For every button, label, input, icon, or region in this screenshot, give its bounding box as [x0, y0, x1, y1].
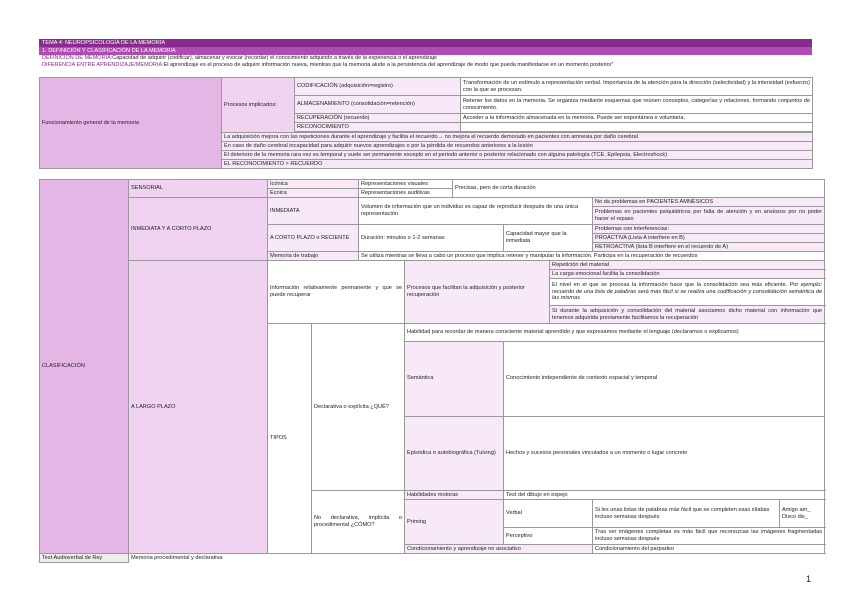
verbal-desc: Si les unas listas de palabras más fácil que se completen esas sílabas incluso semanas después — [593, 500, 780, 528]
habilidades-desc: Test del dibujo en espejo — [504, 491, 825, 500]
iconica-desc: Representaciones visuales — [359, 180, 453, 189]
largo-plazo-label: A LARGO PLAZO — [129, 261, 268, 554]
priming-label: Priming — [405, 500, 504, 545]
cp-note: PROACTIVA (Lista A interfiere en B) — [593, 234, 825, 243]
verbal-example-1: Amigo am_ — [782, 506, 811, 513]
corto-plazo-reciente-label: A CORTO PLAZO o RECIENTE — [268, 225, 359, 252]
test-label: Test Audioverbal de Rey — [40, 554, 129, 563]
process-desc — [461, 123, 813, 132]
verbal-label: Verbal — [504, 500, 593, 528]
episodica-label: Episódica o autobiográfica (Tulving) — [405, 416, 504, 491]
process-desc: Acceder a la información almacenada en la memoria. Puede ser espontánea o voluntaria. — [461, 114, 813, 123]
cp-duracion: Duración: minutos o 1-2 semanas — [359, 225, 504, 252]
sensorial-label: SENSORIAL — [129, 180, 268, 198]
clasificacion-label: CLASIFICACIÓN — [40, 180, 129, 554]
largo-proceso-item: Repetición del material — [550, 261, 825, 270]
topic-header: TEMA 4: NEUROPSICOLOGÍA DE LA MEMORIA — [39, 39, 812, 47]
process-name: RECUPERACIÓN (recuerdo) — [295, 114, 461, 123]
largo-proceso-item — [550, 279, 825, 306]
process-name: RECONOCIMIENTO — [295, 123, 461, 132]
episodica-desc: Hechos y sucesos personales vinculados a un momento o lugar concreto — [504, 416, 825, 491]
process-name: CODIFICACIÓN (adquisición=registro) — [295, 78, 461, 96]
perceptivo-label: Perceptivo — [504, 528, 593, 545]
largo-info: Información relativamente permanente y que se puede recuperar — [268, 261, 405, 324]
process-name: ALMACENAMIENTO (consolidación=retención) — [295, 96, 461, 114]
semantica-desc: Conocimiento independiente de contexto espacial y temporal — [504, 342, 825, 417]
largo-proceso-item: La carga emocional facilita la consolidación — [550, 270, 825, 279]
cp-capacidad: Capacidad mayor que la inmediata — [504, 225, 593, 252]
funcionamiento-label: Funcionamiento general de la memoria — [40, 78, 222, 169]
declarativa-desc: Habilidad para recordar de manera consciente material aprendido y que expresamos mediante el lenguaje (declaramos o explicamos) — [405, 324, 825, 342]
difference-text: El aprendizaje es el proceso de adquirir información nueva, mientras que la memoria alude a la persistencia del aprendizaje de modo que pueda manifestarse en un momento posterior” — [163, 62, 614, 68]
procesos-label: Procesos implicados: — [222, 78, 295, 133]
page-number: 1 — [806, 574, 812, 584]
declarativa-label: Declarativa o explícita ¿QUÉ? — [312, 324, 405, 491]
process-desc: Transformación de un estímulo a representación verbal. Importancia de la atención para la dirección (selectividad) y la intensidad (esfuerzo) con la que se procesan. — [461, 78, 813, 96]
verbal-example — [780, 500, 825, 528]
largo-proceso-item: Si durante la adquisición y consolidación del material asociamos dicho material con información que tenemos adquirida previamente facilitamos la recuperación — [550, 306, 825, 324]
iconica-label: Icónica — [268, 180, 359, 189]
corto-plazo-label: INMEDIATA Y A CORTO PLAZO — [129, 198, 268, 261]
cp-note: Problemas con interferencias: — [593, 225, 825, 234]
test-value: Memoria procedimental y declarativa — [129, 554, 825, 563]
no-declarativa-label: No declarativa, implícita o procedimental ¿CÓMO? — [312, 491, 405, 554]
nivel-procesamiento-text: El nivel en el que se procesa la información hace que la consolidación sea más eficiente. — [552, 282, 788, 289]
note-row: En caso de daño cerebral incapacidad para adquirir nuevos aprendizajes o por la pérdida de recuerdos anteriores a la lesión — [222, 142, 813, 151]
definition-label: DEFINICIÓN DE MEMORIA: — [42, 55, 113, 61]
inmediata-note: Problemas en pacientes psiquiátricos por falta de atención y en ansiosos por no poder hacer el repaso — [593, 207, 825, 225]
note-row: La adquisición mejora con las repeticiones durante el aprendizaje y facilita el recuerdo→ no mejora el recuerdo demorado en pacientes con amnesia por daño cerebral — [222, 133, 813, 142]
habilidades-label: Habilidades motoras — [405, 491, 504, 500]
inmediata-label: INMEDIATA — [268, 198, 359, 225]
cp-note: RETROACTIVA (lista B interfiere en el recuerdo de A) — [593, 243, 825, 252]
definition-text: Capacidad de adquirir (codificar), almacenar y evocar (recordar) el conocimiento adquirido a través de la experiencia o el aprendizaje — [112, 55, 437, 61]
trabajo-label: Memoria de trabajo — [268, 252, 359, 261]
funcionamiento-table — [39, 77, 813, 169]
perceptivo-desc: Tras ver imágenes completas es más fácil que reconozcas las imágenes fragmentadas incluso semanas después — [593, 528, 825, 545]
section-header: 1. DEFINICIÓN Y CLASIFICACIÓN DE LA MEMORIA — [39, 47, 812, 55]
trabajo-desc: Se utiliza mientras se lleva a cabo un proceso que implica retener y manipular la información. Participa en la recuperación de recuerdos — [359, 252, 825, 261]
note-row: El deterioro de la memoria rara vez es temporal y suele ser permanente excepto en el periodo anterior o posterior relacionado con alguna patología (TCE, Epilepsia, Electroshock) — [222, 151, 813, 160]
difference-label: DIFERENCIA ENTRE APRENDIZAJE/MEMORIA: — [42, 62, 164, 68]
note-row: EL RECONOCIMIENTO > RECUERDO — [222, 160, 813, 169]
condicionamiento-label: Condicionamiento y aprendizaje no asociativo — [405, 545, 593, 554]
definition-line — [39, 55, 812, 62]
sensorial-note: Precisas, pero de corta duración — [453, 180, 825, 198]
clasificacion-table — [39, 179, 825, 563]
process-desc: Retener los datos en la memoria. Se organiza mediante esquemas que reúnen conceptos, categorías y relaciones, formando conjuntos de conocimiento. — [461, 96, 813, 114]
semantica-label: Semántica — [405, 342, 504, 417]
difference-line — [39, 62, 812, 69]
nivel-procesamiento-example: Por ejemplo: recuerdo de una lista de palabras será más fácil si se realiza una codificación y consolidación semántica de las mismas — [552, 282, 823, 302]
ecoica-desc: Representaciones auditivas — [359, 189, 453, 198]
ecoica-label: Ecoica — [268, 189, 359, 198]
verbal-example-2: Disco dis_ — [782, 513, 808, 520]
largo-procesos: Procesos que facilitan la adquisición y posterior recuperación — [405, 261, 550, 324]
condicionamiento-desc: Condicionamiento del parpadeo — [593, 545, 825, 554]
inmediata-note: No da problemas en PACIENTES AMNÉSICOS — [593, 198, 825, 207]
inmediata-desc: Volumen de información que un individuo es capaz de reproducir después de una única representación — [359, 198, 593, 225]
tipos-label: TIPOS — [268, 324, 312, 554]
